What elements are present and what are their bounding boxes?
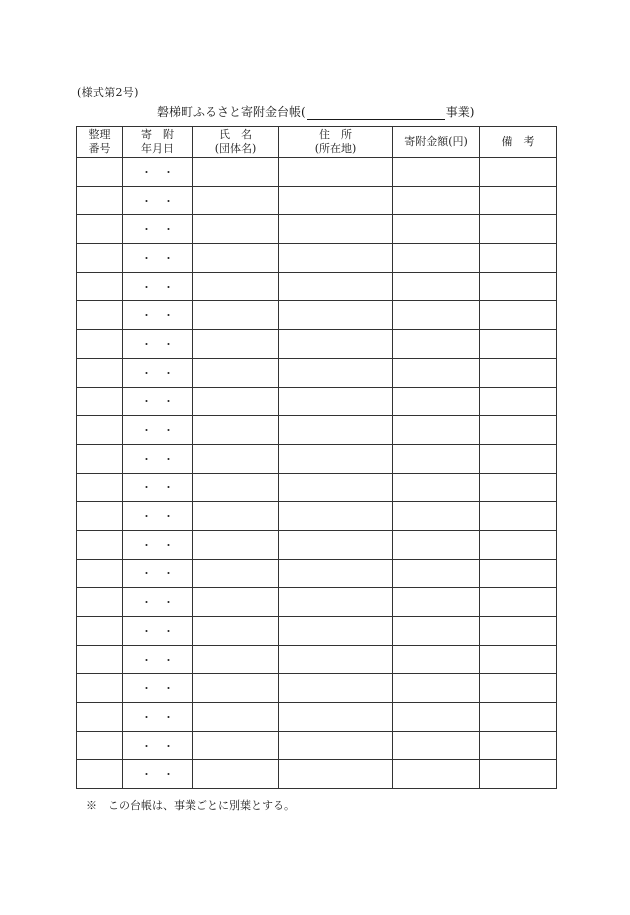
address-cell[interactable] xyxy=(279,358,393,387)
date-placeholder: ・ ・ xyxy=(141,309,174,323)
date-placeholder: ・ ・ xyxy=(141,768,174,782)
donation-date-cell[interactable] xyxy=(123,731,193,760)
header-name-line1: 氏 名 xyxy=(219,128,252,141)
amount-cell[interactable] xyxy=(393,358,480,387)
serial-number-cell[interactable] xyxy=(77,674,123,703)
date-placeholder: ・ ・ xyxy=(141,366,174,380)
amount-cell[interactable] xyxy=(393,559,480,588)
project-name-blank[interactable] xyxy=(307,107,445,120)
name-cell[interactable] xyxy=(193,444,279,473)
footnote: ※ この台帳は、事業ごとに別葉とする。 xyxy=(86,799,295,812)
amount-cell[interactable] xyxy=(393,645,480,674)
donation-date-cell[interactable] xyxy=(123,301,193,330)
table-row xyxy=(77,559,557,588)
address-cell[interactable] xyxy=(279,301,393,330)
table-row xyxy=(77,444,557,473)
name-cell[interactable] xyxy=(193,186,279,215)
name-cell[interactable] xyxy=(193,272,279,301)
address-cell[interactable] xyxy=(279,588,393,617)
name-cell[interactable] xyxy=(193,244,279,273)
serial-number-cell[interactable] xyxy=(77,645,123,674)
name-cell[interactable] xyxy=(193,502,279,531)
date-placeholder: ・ ・ xyxy=(141,452,174,466)
name-cell[interactable] xyxy=(193,215,279,244)
serial-number-cell[interactable] xyxy=(77,330,123,359)
remarks-cell[interactable] xyxy=(480,703,557,732)
address-cell[interactable] xyxy=(279,645,393,674)
date-placeholder: ・ ・ xyxy=(141,624,174,638)
date-placeholder: ・ ・ xyxy=(141,251,174,265)
serial-number-cell[interactable] xyxy=(77,588,123,617)
amount-cell[interactable] xyxy=(393,444,480,473)
donation-date-cell[interactable] xyxy=(123,502,193,531)
remarks-cell[interactable] xyxy=(480,272,557,301)
donation-date-cell[interactable] xyxy=(123,186,193,215)
donation-date-cell[interactable] xyxy=(123,645,193,674)
remarks-cell[interactable] xyxy=(480,244,557,273)
remarks-cell[interactable] xyxy=(480,301,557,330)
serial-number-cell[interactable] xyxy=(77,530,123,559)
table-row xyxy=(77,645,557,674)
name-cell[interactable] xyxy=(193,731,279,760)
remarks-cell[interactable] xyxy=(480,358,557,387)
name-cell[interactable] xyxy=(193,358,279,387)
header-amount xyxy=(393,127,480,158)
address-cell[interactable] xyxy=(279,760,393,789)
amount-cell[interactable] xyxy=(393,387,480,416)
serial-number-cell[interactable] xyxy=(77,358,123,387)
serial-number-cell[interactable] xyxy=(77,703,123,732)
date-placeholder: ・ ・ xyxy=(141,653,174,667)
date-placeholder: ・ ・ xyxy=(141,510,174,524)
serial-number-cell[interactable] xyxy=(77,502,123,531)
table-row xyxy=(77,502,557,531)
remarks-cell[interactable] xyxy=(480,588,557,617)
amount-cell[interactable] xyxy=(393,186,480,215)
date-placeholder: ・ ・ xyxy=(141,337,174,351)
header-donation-date-line1: 寄 附 xyxy=(141,128,174,141)
table-row xyxy=(77,215,557,244)
table-row xyxy=(77,731,557,760)
name-cell[interactable] xyxy=(193,617,279,646)
remarks-cell[interactable] xyxy=(480,473,557,502)
remarks-cell[interactable] xyxy=(480,186,557,215)
donation-date-cell[interactable] xyxy=(123,330,193,359)
donation-date-cell[interactable] xyxy=(123,387,193,416)
name-cell[interactable] xyxy=(193,473,279,502)
serial-number-cell[interactable] xyxy=(77,387,123,416)
date-placeholder: ・ ・ xyxy=(141,538,174,552)
remarks-cell[interactable] xyxy=(480,158,557,187)
table-row xyxy=(77,703,557,732)
table-row xyxy=(77,387,557,416)
donation-date-cell[interactable] xyxy=(123,674,193,703)
amount-cell[interactable] xyxy=(393,158,480,187)
serial-number-cell[interactable] xyxy=(77,760,123,789)
donation-date-cell[interactable] xyxy=(123,358,193,387)
header-serial-number xyxy=(77,127,123,158)
amount-cell[interactable] xyxy=(393,244,480,273)
header-serial-number-line1: 整理 xyxy=(88,128,111,141)
serial-number-cell[interactable] xyxy=(77,559,123,588)
remarks-cell[interactable] xyxy=(480,387,557,416)
address-cell[interactable] xyxy=(279,617,393,646)
donation-date-cell[interactable] xyxy=(123,473,193,502)
date-placeholder: ・ ・ xyxy=(141,194,174,208)
header-donation-date-line2: 年月日 xyxy=(141,142,174,155)
address-cell[interactable] xyxy=(279,502,393,531)
table-row xyxy=(77,473,557,502)
donation-date-cell[interactable] xyxy=(123,158,193,187)
form-label: (様式第2号) xyxy=(77,86,139,99)
name-cell[interactable] xyxy=(193,645,279,674)
remarks-cell[interactable] xyxy=(480,502,557,531)
amount-cell[interactable] xyxy=(393,416,480,445)
remarks-cell[interactable] xyxy=(480,645,557,674)
address-cell[interactable] xyxy=(279,244,393,273)
amount-cell[interactable] xyxy=(393,301,480,330)
serial-number-cell[interactable] xyxy=(77,158,123,187)
name-cell[interactable] xyxy=(193,588,279,617)
remarks-cell[interactable] xyxy=(480,617,557,646)
name-cell[interactable] xyxy=(193,416,279,445)
table-row xyxy=(77,588,557,617)
table-row xyxy=(77,244,557,273)
serial-number-cell[interactable] xyxy=(77,215,123,244)
address-cell[interactable] xyxy=(279,215,393,244)
amount-cell[interactable] xyxy=(393,674,480,703)
date-placeholder: ・ ・ xyxy=(141,280,174,294)
date-placeholder: ・ ・ xyxy=(141,567,174,581)
address-cell[interactable] xyxy=(279,674,393,703)
date-placeholder: ・ ・ xyxy=(141,596,174,610)
address-cell[interactable] xyxy=(279,731,393,760)
donation-ledger-table xyxy=(76,126,557,789)
serial-number-cell[interactable] xyxy=(77,473,123,502)
donation-date-cell[interactable] xyxy=(123,444,193,473)
amount-cell[interactable] xyxy=(393,530,480,559)
name-cell[interactable] xyxy=(193,330,279,359)
ledger-title-suffix: 事業) xyxy=(445,105,475,119)
date-placeholder: ・ ・ xyxy=(141,424,174,438)
table-row xyxy=(77,416,557,445)
table-header-row xyxy=(77,127,557,158)
address-cell[interactable] xyxy=(279,530,393,559)
amount-cell[interactable] xyxy=(393,731,480,760)
amount-cell[interactable] xyxy=(393,473,480,502)
donation-date-cell[interactable] xyxy=(123,244,193,273)
serial-number-cell[interactable] xyxy=(77,301,123,330)
date-placeholder: ・ ・ xyxy=(141,481,174,495)
address-cell[interactable] xyxy=(279,387,393,416)
table-row xyxy=(77,760,557,789)
serial-number-cell[interactable] xyxy=(77,444,123,473)
amount-cell[interactable] xyxy=(393,502,480,531)
address-cell[interactable] xyxy=(279,186,393,215)
header-serial-number-line2: 番号 xyxy=(88,142,111,155)
amount-cell[interactable] xyxy=(393,588,480,617)
donation-date-cell[interactable] xyxy=(123,272,193,301)
table-row xyxy=(77,330,557,359)
name-cell[interactable] xyxy=(193,301,279,330)
ledger-title-prefix: 磐梯町ふるさと寄附金台帳( xyxy=(157,105,306,119)
header-name-line2: (団体名) xyxy=(214,142,257,155)
donation-date-cell[interactable] xyxy=(123,416,193,445)
serial-number-cell[interactable] xyxy=(77,416,123,445)
table-row xyxy=(77,158,557,187)
serial-number-cell[interactable] xyxy=(77,617,123,646)
header-address-line1: 住 所 xyxy=(319,128,352,141)
remarks-cell[interactable] xyxy=(480,674,557,703)
address-cell[interactable] xyxy=(279,158,393,187)
header-remarks-line1: 備 考 xyxy=(501,135,535,148)
name-cell[interactable] xyxy=(193,703,279,732)
date-placeholder: ・ ・ xyxy=(141,223,174,237)
amount-cell[interactable] xyxy=(393,617,480,646)
header-amount-line1: 寄附金額(円) xyxy=(404,135,468,148)
address-cell[interactable] xyxy=(279,473,393,502)
donation-date-cell[interactable] xyxy=(123,760,193,789)
remarks-cell[interactable] xyxy=(480,444,557,473)
serial-number-cell[interactable] xyxy=(77,244,123,273)
donation-date-cell[interactable] xyxy=(123,617,193,646)
remarks-cell[interactable] xyxy=(480,559,557,588)
header-name xyxy=(193,127,279,158)
table-row xyxy=(77,358,557,387)
date-placeholder: ・ ・ xyxy=(141,395,174,409)
address-cell[interactable] xyxy=(279,330,393,359)
date-placeholder: ・ ・ xyxy=(141,682,174,696)
date-placeholder: ・ ・ xyxy=(141,710,174,724)
donation-date-cell[interactable] xyxy=(123,703,193,732)
amount-cell[interactable] xyxy=(393,760,480,789)
donation-date-cell[interactable] xyxy=(123,559,193,588)
name-cell[interactable] xyxy=(193,530,279,559)
table-row xyxy=(77,186,557,215)
amount-cell[interactable] xyxy=(393,215,480,244)
name-cell[interactable] xyxy=(193,387,279,416)
amount-cell[interactable] xyxy=(393,272,480,301)
donation-date-cell[interactable] xyxy=(123,588,193,617)
name-cell[interactable] xyxy=(193,158,279,187)
remarks-cell[interactable] xyxy=(480,330,557,359)
table-row xyxy=(77,530,557,559)
name-cell[interactable] xyxy=(193,760,279,789)
serial-number-cell[interactable] xyxy=(77,272,123,301)
address-cell[interactable] xyxy=(279,416,393,445)
ledger-body xyxy=(77,158,557,789)
table-row xyxy=(77,301,557,330)
donation-date-cell[interactable] xyxy=(123,530,193,559)
date-placeholder: ・ ・ xyxy=(141,165,174,179)
header-address-line2: (所在地) xyxy=(314,142,357,155)
name-cell[interactable] xyxy=(193,559,279,588)
remarks-cell[interactable] xyxy=(480,731,557,760)
header-donation-date xyxy=(123,127,193,158)
remarks-cell[interactable] xyxy=(480,215,557,244)
address-cell[interactable] xyxy=(279,272,393,301)
serial-number-cell[interactable] xyxy=(77,186,123,215)
table-row xyxy=(77,617,557,646)
header-address xyxy=(279,127,393,158)
header-remarks xyxy=(480,127,557,158)
address-cell[interactable] xyxy=(279,444,393,473)
name-cell[interactable] xyxy=(193,674,279,703)
amount-cell[interactable] xyxy=(393,330,480,359)
table-row xyxy=(77,674,557,703)
donation-date-cell[interactable] xyxy=(123,215,193,244)
amount-cell[interactable] xyxy=(393,703,480,732)
address-cell[interactable] xyxy=(279,703,393,732)
date-placeholder: ・ ・ xyxy=(141,739,174,753)
remarks-cell[interactable] xyxy=(480,760,557,789)
remarks-cell[interactable] xyxy=(480,416,557,445)
ledger-title xyxy=(157,103,474,120)
serial-number-cell[interactable] xyxy=(77,731,123,760)
table-row xyxy=(77,272,557,301)
remarks-cell[interactable] xyxy=(480,530,557,559)
address-cell[interactable] xyxy=(279,559,393,588)
